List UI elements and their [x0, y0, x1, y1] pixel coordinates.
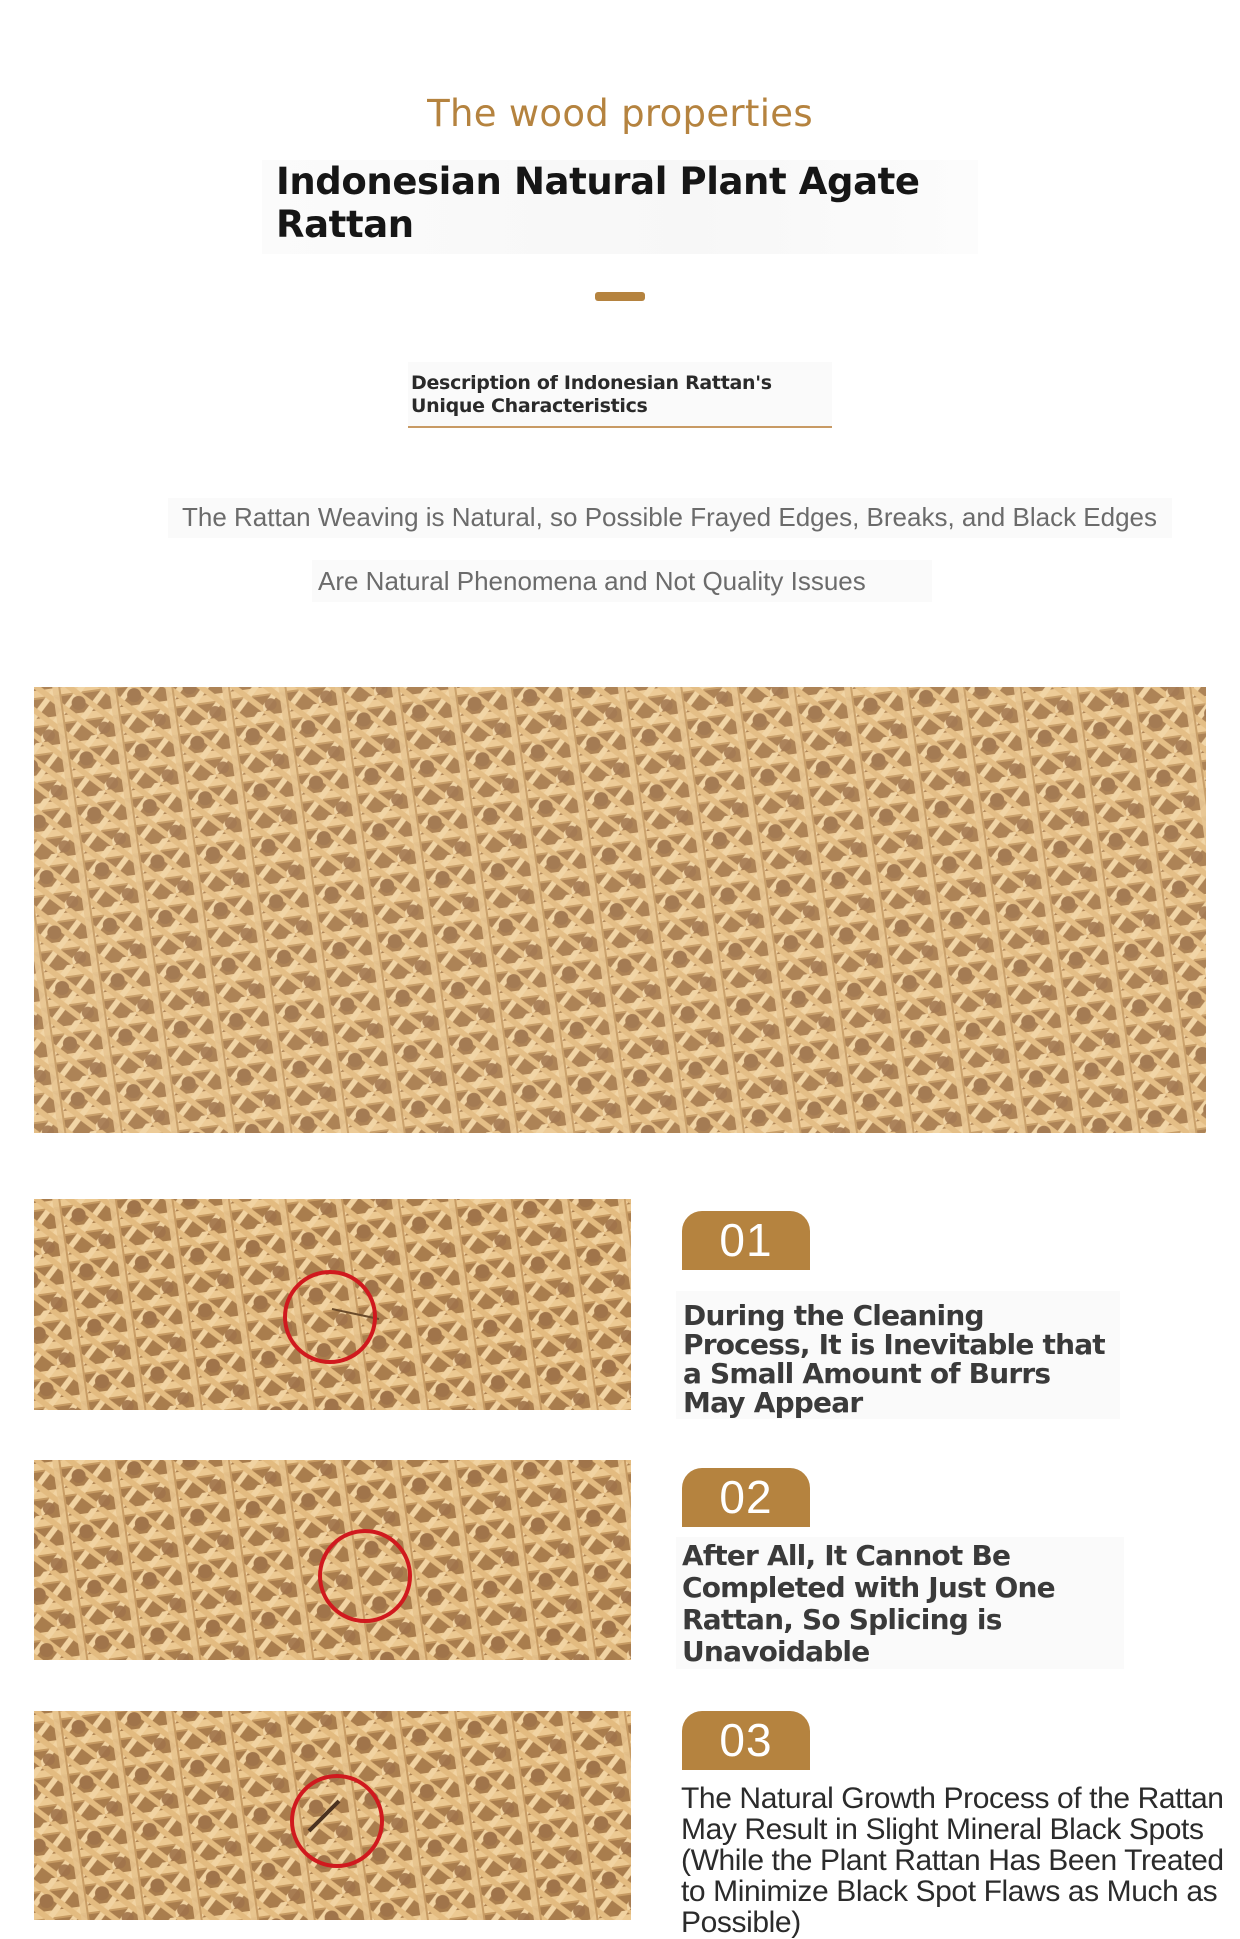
hero-rattan-image: [34, 687, 1206, 1133]
page-title: Indonesian Natural Plant Agate Rattan: [276, 160, 920, 246]
subheading: Description of Indonesian Rattan's Unique Characteristics: [411, 372, 772, 417]
item-2-badge: 02: [682, 1468, 810, 1527]
title-accent-bar: [595, 292, 645, 301]
item-1-text: During the Cleaning Process, It is Inevitable that a Small Amount of Burrs May Appear: [683, 1299, 1105, 1419]
item-2-image: [34, 1460, 631, 1660]
item-1-badge: 01: [682, 1211, 810, 1270]
item-3-image: [34, 1711, 631, 1920]
item-1-image: [34, 1199, 631, 1410]
note-line-2: Are Natural Phenomena and Not Quality Issues: [318, 566, 866, 596]
item-2-text: After All, It Cannot Be Completed with Just One Rattan, So Splicing is Unavoidable: [682, 1539, 1055, 1668]
section-eyebrow: The wood properties: [427, 92, 813, 135]
note-line-1: The Rattan Weaving is Natural, so Possible Frayed Edges, Breaks, and Black Edges: [182, 502, 1158, 532]
item-3-text: The Natural Growth Process of the Rattan May Result in Slight Mineral Black Spots (While the Plant Rattan Has Been Treated to Minimize Black Spot Flaws as Much as Possible): [681, 1782, 1224, 1939]
item-3-badge: 03: [682, 1711, 810, 1770]
